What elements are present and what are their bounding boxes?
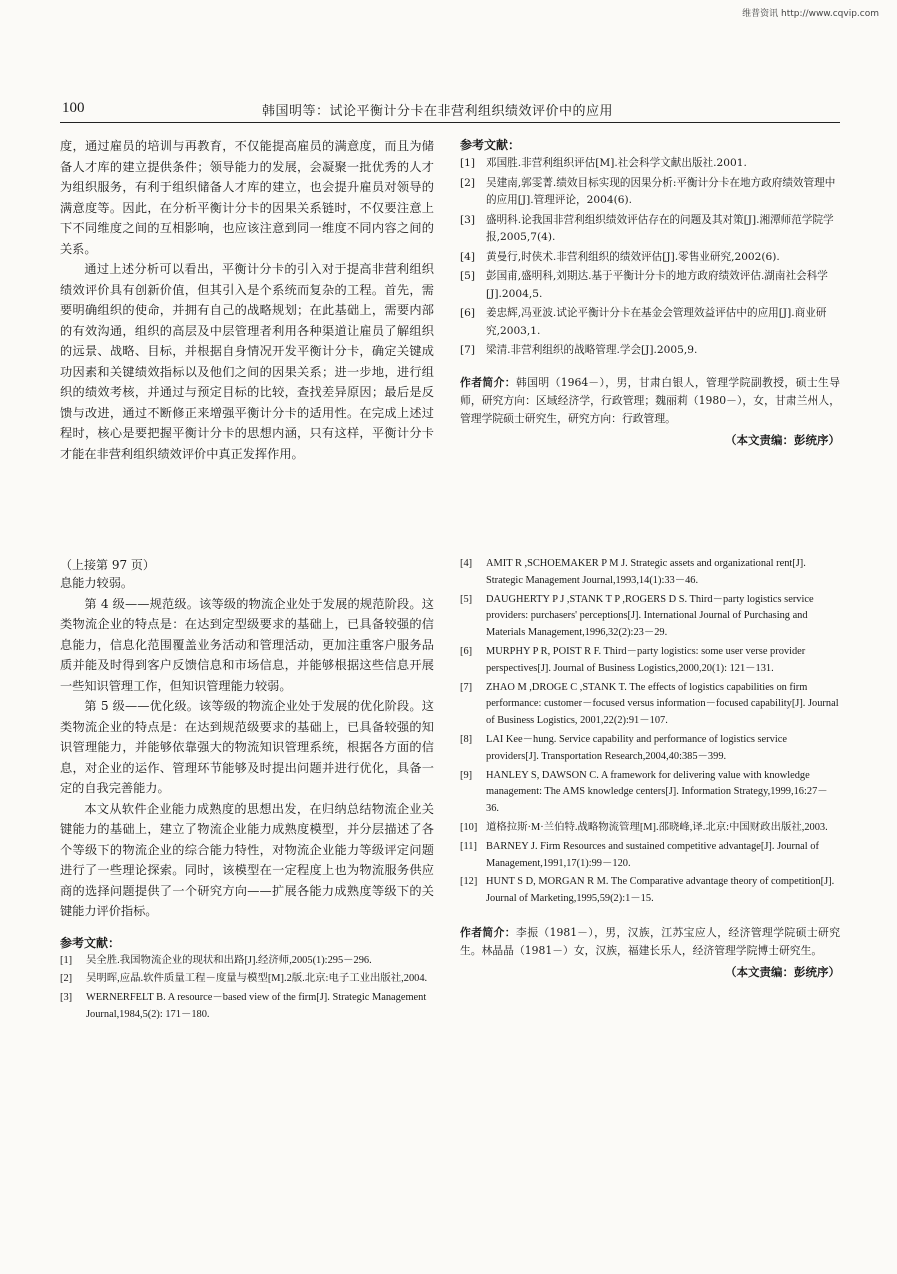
- reference-text: AMIT R ,SCHOEMAKER P M J. Strategic assets and organizational rent[J]. Strategic Management Journal,1993,14(1):33－46.: [486, 558, 806, 586]
- reference-item: [460, 839, 840, 873]
- reference-text: 道格拉斯·M·兰伯特.战略物流管理[M].邵晓峰,译.北京:中国财政出版社,2003.: [486, 821, 828, 833]
- reference-item: [460, 874, 840, 908]
- reference-text: 盛明科.论我国非营利组织绩效评估存在的问题及其对策[J].湘潭师范学院学报,2005,7(4).: [486, 213, 834, 243]
- reference-item: [460, 732, 840, 766]
- reference-number: [9]: [460, 769, 473, 781]
- bottom-left-column: [60, 556, 434, 1026]
- reference-list: [60, 953, 434, 1024]
- reference-text: LAI Kee－hung. Service capability and performance of logistics service providers[J]. Transportation Research,2004,40:385－399.: [486, 733, 787, 762]
- reference-text: HUNT S D, MORGAN R M. The Comparative advantage theory of competition[J]. Journal of Marketing,1995,59(2):1－15.: [486, 876, 835, 905]
- author-label: 作者简介：: [460, 925, 516, 939]
- reference-item: [60, 971, 434, 988]
- reference-number: [4]: [460, 250, 476, 263]
- paragraph: 第 5 级——优化级。该等级的物流企业处于发展的优化阶段。这类物流企业的特点是：在达到规范级要求的基础上，已具备较强的知识管理能力，并能够依靠强大的物流知识管理系统，根据各方面的信息，对企业的运作、管理环节能够及时提出问题并进行优化，具备一定的自我完善能力。: [60, 699, 434, 795]
- header-rule: [60, 122, 840, 123]
- reference-list: [460, 155, 840, 360]
- reference-number: [5]: [460, 593, 473, 605]
- running-title: 韩国明等：试论平衡计分卡在非营利组织绩效评价中的应用: [262, 104, 614, 119]
- reference-item: [460, 592, 840, 642]
- reference-item: [460, 268, 840, 303]
- reference-item: [60, 953, 434, 970]
- reference-item: [460, 556, 840, 590]
- reference-text: 吴建南,郭雯菁.绩效目标实现的因果分析:平衡计分卡在地方政府绩效管理中的应用[J].管理评论，2004(6).: [486, 176, 836, 206]
- reference-item: [60, 990, 434, 1024]
- paragraph: 第 4 级——规范级。该等级的物流企业处于发展的规范阶段。这类物流企业的特点是：在达到定型级要求的基础上，已具备较强的信息能力，信息化范围覆盖业务活动和管理活动，更加注重客户服务品质并能及时得到客户反馈信息和市场信息，并能够根据这些信息开展一些知识管理工作，但知识管理能力较弱。: [60, 596, 434, 693]
- section-divider: [60, 539, 840, 547]
- references-heading: 参考文献：: [460, 138, 521, 152]
- reference-number: [6]: [460, 645, 473, 657]
- bottom-right-column: [460, 556, 840, 980]
- reference-number: [2]: [460, 176, 476, 189]
- wavy-line: [60, 546, 840, 547]
- reference-item: [460, 155, 840, 173]
- reference-list: [460, 556, 840, 908]
- reference-item: [460, 305, 840, 340]
- author-note: [460, 374, 840, 428]
- watermark: 维普资讯 http://www.cqvip.com: [742, 9, 879, 19]
- reference-number: [8]: [460, 733, 473, 745]
- reference-item: [460, 768, 840, 818]
- reference-number: [7]: [460, 344, 476, 356]
- top-left-column: [60, 136, 434, 464]
- reference-text: 黄曼行,时侠术.非营利组织的绩效评估[J].零售业研究,2002(6).: [486, 250, 780, 263]
- reference-item: [460, 175, 840, 210]
- reference-item: [460, 212, 840, 247]
- reference-number: [3]: [460, 213, 476, 226]
- reference-text: 邓国胜.非营利组织评估[M].社会科学文献出版社.2001.: [486, 157, 747, 169]
- reference-item: [460, 342, 840, 360]
- reference-number: [6]: [460, 307, 476, 319]
- reference-item: [460, 680, 840, 730]
- top-right-column: [460, 136, 840, 448]
- reference-number: [7]: [460, 681, 473, 693]
- reference-number: [12]: [460, 876, 478, 888]
- reference-number: [5]: [460, 270, 476, 282]
- page-number: 100: [62, 100, 85, 116]
- reference-text: HANLEY S, DAWSON C. A framework for delivering value with knowledge management: The AMS knowledge centers[J]. Information Strategy,1999,16:27－36.: [486, 769, 828, 815]
- reference-item: [460, 820, 840, 837]
- paragraph: 本文从软件企业能力成熟度的思想出发，在归纳总结物流企业关键能力的基础上，建立了物流企业能力成熟度模型，并分层描述了各个等级下的物流企业的综合能力特性，对物流企业能力等级评定问题进行了一些理论探索。同时，该模型在一定程度上也为物流服务供应商的选择问题提供了一个研究方向——扩展各能力成熟度等级下的关键能力评价指标。: [60, 801, 434, 918]
- continued-note: （上接第 97 页）: [60, 558, 155, 572]
- author-text: 韩国明（1964－），男，甘肃白银人，管理学院副教授，硕士生导师，研究方向：区域经济学，行政管理；魏丽莉（1980－），女，甘肃兰州人，管理学院硕士研究生，研究方向：行政管理。: [460, 375, 841, 425]
- reference-number: [4]: [460, 558, 473, 569]
- reference-text: 吴全胜.我国物流企业的现状和出路[J].经济师,2005(1):295－296.: [86, 954, 372, 966]
- author-note: [460, 924, 840, 960]
- author-text: 李振（1981－），男，汉族，江苏宝应人，经济管理学院硕士研究生。林晶晶（1981－）女，汉族，福建长乐人，经济管理学院博士研究生。: [460, 925, 841, 957]
- reference-text: 吴明晖,应晶.软件质量工程－度量与模型[M].2版.北京:电子工业出版社,2004.: [86, 973, 428, 985]
- reference-text: 梁清.非营利组织的战略管理.学会[J].2005,9.: [486, 344, 698, 356]
- reference-number: [10]: [460, 821, 478, 833]
- reference-number: [3]: [60, 992, 73, 1004]
- reference-text: ZHAO M ,DROGE C ,STANK T. The effects of logistics capabilities on firm performance: customer－focused versus information－focused capability[J]. Journal of Business Logistics, 2001,22(2):91－107.: [486, 681, 839, 727]
- editor-note: （本文责编：彭统序）: [725, 432, 840, 447]
- reference-number: [1]: [460, 157, 476, 169]
- paragraph: 度，通过雇员的培训与再教育，不仅能提高雇员的满意度，而且为储备人才库的建立提供条件；领导能力的发展，会凝聚一批优秀的人才为组织服务，有利于组织储备人才库的建立，也会提升雇员对领导的满意度等。因此，在分析平衡计分卡的因果关系链时，不仅要注意上下不同维度之间的互相影响，也应该注意到同一维度不同内容之间的关系。: [60, 139, 434, 256]
- reference-number: [2]: [60, 973, 73, 985]
- reference-text: DAUGHERTY P J ,STANK T P ,ROGERS D S. Third－party logistics service providers: purchasers' perceptions[J]. International Journal of Purchasing and Materials Management,1996,32(2):23－29.: [486, 593, 814, 639]
- reference-number: [11]: [460, 840, 477, 852]
- author-label: 作者简介：: [460, 375, 516, 389]
- references-heading: 参考文献：: [60, 935, 121, 950]
- reference-text: WERNERFELT B. A resource－based view of the firm[J]. Strategic Management Journal,1984,5(2): 171－180.: [86, 992, 427, 1020]
- editor-note: （本文责编：彭统序）: [725, 964, 840, 979]
- reference-number: [1]: [60, 954, 73, 966]
- reference-text: MURPHY P R, POIST R F. Third－party logistics: some user verse provider perspectives[J]. Journal of Business Logistics,2000,20(1): 121－131.: [486, 645, 806, 674]
- reference-item: [460, 644, 840, 678]
- reference-text: BARNEY J. Firm Resources and sustained competitive advantage[J]. Journal of Management,1991,17(1):99－120.: [486, 840, 819, 869]
- bottom-left-text: [60, 573, 434, 922]
- paragraph: 息能力较弱。: [60, 576, 134, 590]
- reference-text: 彭国甫,盛明科,刘期达.基于平衡计分卡的地方政府绩效评估.湖南社会科学[J].2004,5.: [486, 270, 828, 300]
- paragraph: 通过上述分析可以看出，平衡计分卡的引入对于提高非营利组织绩效评价具有创新价值，但其引入是个系统而复杂的工程。首先，需要明确组织的使命，并拥有自己的战略规划；在此基础上，需要内部的有效沟通，组织的高层及中层管理者利用各种渠道让雇员了解组织的远景、战略、目标，并根据自身情况开发平衡计分卡，确定关键成功因素和关键绩效指标以及他们之间的因果关系；进一步地，进行组织的绩效考核，并通过与预定目标的比较，查找差异原因；最后是反馈与改进，通过不断修正来增强平衡计分卡的适用性。在完成上述过程时，核心是要把握平衡计分卡的思想内涵，只有这样，平衡计分卡才能在非营利组织绩效评价中真正发挥作用。: [60, 262, 434, 461]
- reference-text: 姜忠辉,冯亚波.试论平衡计分卡在基金会管理效益评估中的应用[J].商业研究,2003,1.: [486, 307, 827, 337]
- reference-item: [460, 249, 840, 267]
